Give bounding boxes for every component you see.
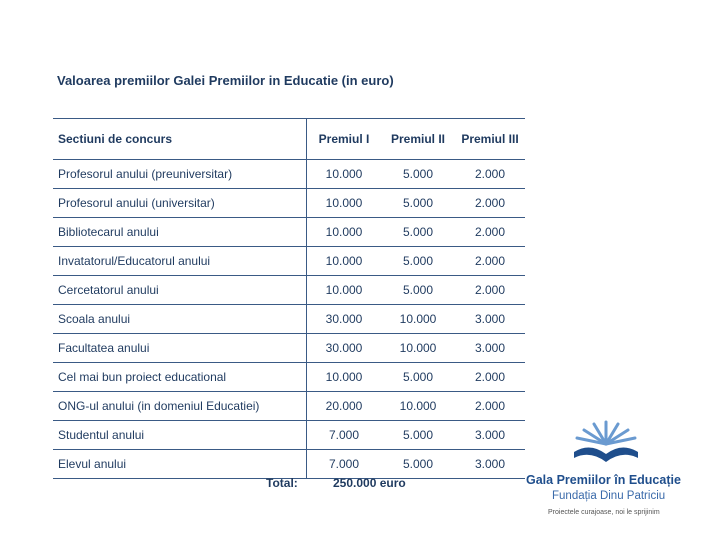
prize-p2-cell: 5.000 [381,189,455,218]
prize-p2-cell: 10.000 [381,334,455,363]
book-sunrise-icon [568,418,644,470]
prize-p2-cell: 5.000 [381,247,455,276]
prize-p2-cell: 5.000 [381,363,455,392]
prize-p3-cell: 2.000 [455,392,525,421]
gala-logo [520,418,700,523]
prize-p1-cell: 30.000 [307,334,382,363]
prize-p2-cell: 5.000 [381,450,455,479]
section-name-cell: Bibliotecarul anului [53,218,307,247]
table-row [53,392,525,421]
prize-p2-cell: 5.000 [381,160,455,189]
prize-p3-cell: 2.000 [455,363,525,392]
prize-p2-cell: 10.000 [381,305,455,334]
total-label: Total: [266,476,298,490]
prize-p1-cell: 10.000 [307,247,382,276]
table-row [53,421,525,450]
table-row [53,218,525,247]
logo-title: Gala Premiilor în Educație [526,473,681,487]
prize-p1-cell: 7.000 [307,421,382,450]
prize-p1-cell: 30.000 [307,305,382,334]
section-name-cell: Profesorul anului (preuniversitar) [53,160,307,189]
table-row [53,189,525,218]
prize-p1-cell: 10.000 [307,363,382,392]
prize-p2-cell: 5.000 [381,276,455,305]
table-row [53,363,525,392]
prize-p1-cell: 10.000 [307,160,382,189]
prize-p2-cell: 5.000 [381,218,455,247]
prize-p3-cell: 2.000 [455,247,525,276]
table-row [53,276,525,305]
page-title: Valoarea premiilor Galei Premiilor in Educatie (in euro) [57,73,394,88]
section-name-cell: Elevul anului [53,450,307,479]
section-name-cell: ONG-ul anului (in domeniul Educatiei) [53,392,307,421]
prize-p3-cell: 3.000 [455,421,525,450]
prize-p1-cell: 10.000 [307,218,382,247]
section-name-cell: Cel mai bun proiect educational [53,363,307,392]
header-premiul-2: Premiul II [381,119,455,160]
logo-foundation: Fundația Dinu Patriciu [552,490,666,502]
section-name-cell: Studentul anului [53,421,307,450]
header-sectiuni: Sectiuni de concurs [53,119,307,160]
section-name-cell: Profesorul anului (universitar) [53,189,307,218]
prize-p3-cell: 2.000 [455,189,525,218]
table-header-row [53,119,525,160]
table-row [53,160,525,189]
section-name-cell: Invatatorul/Educatorul anului [53,247,307,276]
table-row [53,305,525,334]
prize-p3-cell: 3.000 [455,450,525,479]
prize-p3-cell: 3.000 [455,305,525,334]
prize-p3-cell: 2.000 [455,160,525,189]
table-row [53,247,525,276]
prize-p1-cell: 10.000 [307,276,382,305]
prize-p1-cell: 7.000 [307,450,382,479]
prizes-table [53,118,525,479]
prize-p1-cell: 20.000 [307,392,382,421]
prize-p3-cell: 2.000 [455,218,525,247]
section-name-cell: Scoala anului [53,305,307,334]
header-premiul-3: Premiul III [455,119,525,160]
prize-p1-cell: 10.000 [307,189,382,218]
prize-p3-cell: 2.000 [455,276,525,305]
logo-tagline: Proiectele curajoase, noi le sprijinim [548,509,660,516]
total-value: 250.000 euro [333,476,406,490]
prize-p3-cell: 3.000 [455,334,525,363]
prize-p2-cell: 5.000 [381,421,455,450]
table-row [53,450,525,479]
prize-p2-cell: 10.000 [381,392,455,421]
table-row [53,334,525,363]
header-premiul-1: Premiul I [307,119,382,160]
section-name-cell: Cercetatorul anului [53,276,307,305]
section-name-cell: Facultatea anului [53,334,307,363]
